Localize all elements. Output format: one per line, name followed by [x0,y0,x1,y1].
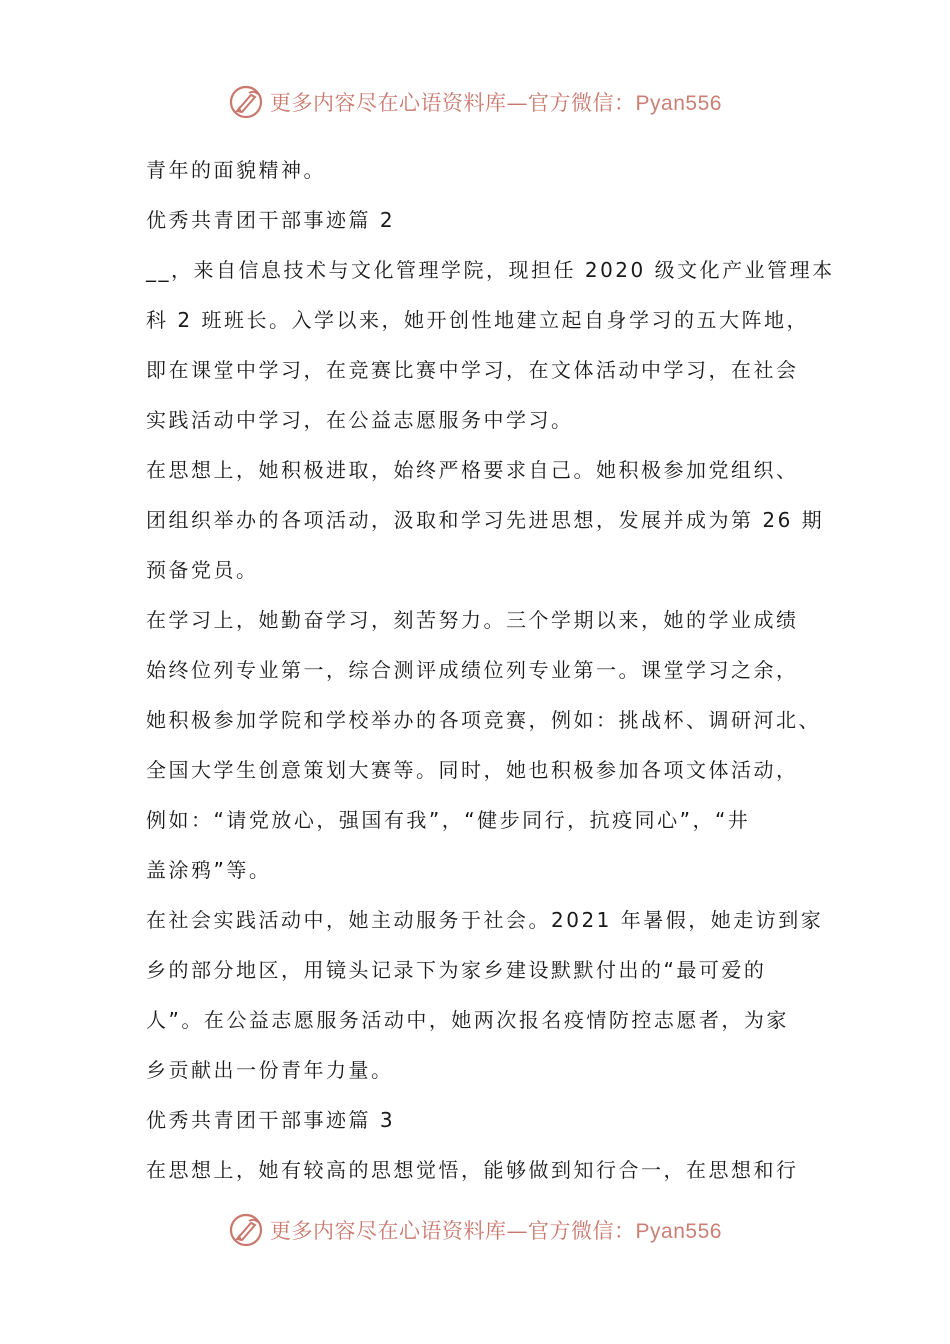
watermark-handle: Pyan556 [635,1220,722,1243]
text-line: 始终位列专业第一，综合测评成绩位列专业第一。课堂学习之余， [146,658,799,682]
text-line: __，来自信息技术与文化管理学院，现担任 2020 级文化产业管理本 [146,258,835,282]
watermark-text [270,1215,722,1245]
text-line: 在思想上，她积极进取，始终严格要求自己。她积极参加党组织、 [146,458,799,482]
text-line: 青年的面貌精神。 [146,158,326,182]
watermark-label: 更多内容尽在心语资料库—官方微信： [270,91,636,115]
text-line: 团组织举办的各项活动，汲取和学习先进思想，发展并成为第 26 期 [146,508,825,532]
text-line: 在思想上，她有较高的思想觉悟，能够做到知行合一，在思想和行 [146,1158,799,1182]
header-watermark [0,80,950,124]
text-line: 即在课堂中学习，在竞赛比赛中学习，在文体活动中学习，在社会 [146,358,799,382]
section-heading: 优秀共青团干部事迹篇 2 [146,208,396,232]
text-line: 盖涂鸦”等。 [146,858,272,882]
watermark-text [270,87,722,117]
text-line: 她积极参加学院和学校举办的各项竞赛，例如：挑战杯、调研河北、 [146,708,821,732]
text-line: 乡的部分地区，用镜头记录下为家乡建设默默付出的“最可爱的 [146,958,767,982]
pen-logo-icon [228,1212,264,1248]
text-line: 科 2 班班长。入学以来，她开创性地建立起自身学习的五大阵地， [146,308,809,332]
watermark-handle: Pyan556 [635,92,722,115]
text-line: 实践活动中学习，在公益志愿服务中学习。 [146,408,574,432]
footer-watermark [0,1208,950,1252]
text-line: 在学习上，她勤奋学习，刻苦努力。三个学期以来，她的学业成绩 [146,608,799,632]
pen-logo-icon [228,84,264,120]
text-line: 全国大学生创意策划大赛等。同时，她也积极参加各项文体活动， [146,758,799,782]
watermark-label: 更多内容尽在心语资料库—官方微信： [270,1219,636,1243]
text-line: 人”。在公益志愿服务活动中，她两次报名疫情防控志愿者，为家 [146,1008,789,1032]
document-body [146,145,835,1195]
text-line: 例如：“请党放心，强国有我”，“健步同行，抗疫同心”，“井 [146,808,751,832]
text-line: 在社会实践活动中，她主动服务于社会。2021 年暑假，她走访到家 [146,908,824,932]
text-line: 预备党员。 [146,558,259,582]
section-heading: 优秀共青团干部事迹篇 3 [146,1108,396,1132]
text-line: 乡贡献出一份青年力量。 [146,1058,394,1082]
